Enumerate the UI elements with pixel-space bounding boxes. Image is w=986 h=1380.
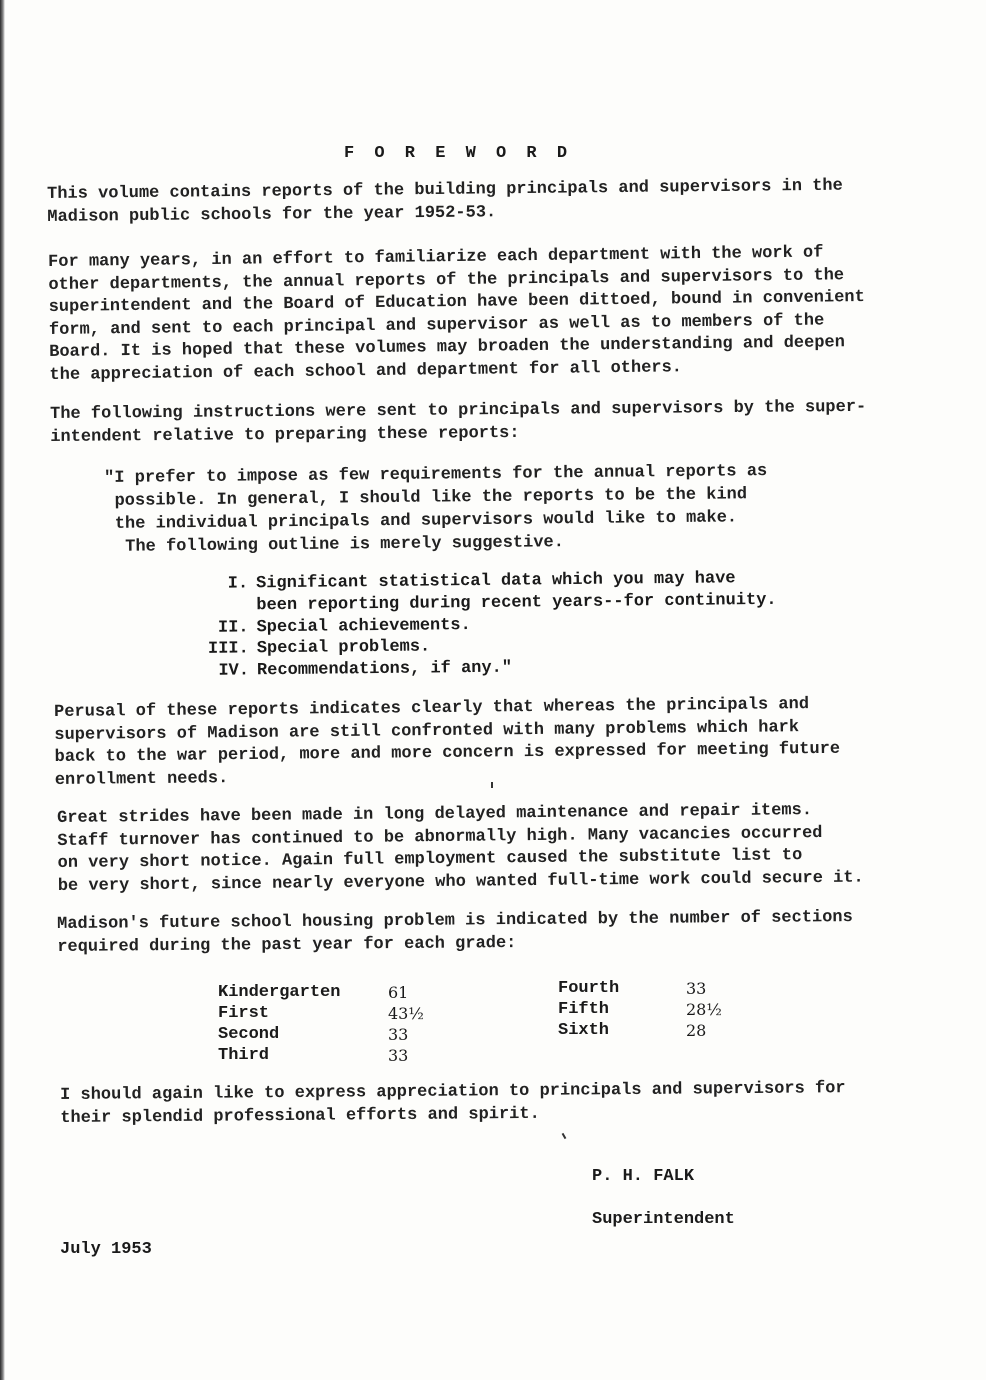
outline-text: Special problems. xyxy=(256,637,431,659)
grade-row xyxy=(558,999,818,1020)
grade-sections: 33 xyxy=(388,1046,409,1065)
signature-name: P. H. FALK xyxy=(592,1167,695,1186)
signature-title: Superintendent xyxy=(592,1210,735,1229)
grade-column-left xyxy=(218,982,478,1066)
housing-paragraph: Madison's future school housing problem is indicated by the number of sections required during the past year for each grade: xyxy=(57,908,853,957)
grade-row xyxy=(218,1003,478,1024)
outline-text: Special achievements. xyxy=(256,615,471,637)
outline-text: Significant statistical data which you may have xyxy=(256,569,736,594)
grade-sections: 28 xyxy=(686,1021,707,1040)
grade-row xyxy=(218,1045,478,1066)
grade-column-right xyxy=(558,978,818,1041)
outline-number: I. xyxy=(227,574,249,594)
grade-row xyxy=(218,982,478,1003)
grade-name: Fourth xyxy=(558,979,620,998)
perusal-paragraph: Perusal of these reports indicates clearly that whereas the principals and supervisors of Madison are still confronted with many problems which hark back to the war period, more and more concern is expressed for meeting future enrollment needs. xyxy=(54,695,841,790)
scan-edge-shadow xyxy=(0,0,5,1380)
grade-sections: 43½ xyxy=(388,1004,424,1023)
grade-sections: 33 xyxy=(388,1025,409,1044)
grade-sections: 61 xyxy=(388,983,409,1002)
grade-row xyxy=(218,1024,478,1045)
grade-name: Sixth xyxy=(558,1021,610,1040)
grade-sections: 28½ xyxy=(686,1000,722,1019)
outline-text: been reporting during recent years--for continuity. xyxy=(256,590,777,616)
grade-name: Kindergarten xyxy=(218,983,341,1002)
outline-list xyxy=(190,568,777,683)
outline-number: IV. xyxy=(218,661,250,681)
outline-text: Recommendations, if any." xyxy=(256,658,513,681)
instructions-paragraph: The following instructions were sent to principals and supervisors by the super- intendent relative to preparing these reports: xyxy=(50,397,867,447)
stray-ink-mark xyxy=(562,1133,567,1139)
closing-paragraph: I should again like to express appreciation to principals and supervisors for their splendid professional efforts and spirit. xyxy=(60,1079,846,1128)
maintenance-paragraph: Great strides have been made in long delayed maintenance and repair items. Staff turnover has continued to be abnormally high. Many vacancies occurred on very short notice. Again full employment caused the substitute list to be very short, since nearly everyone who wanted full-time work could secure it. xyxy=(57,801,864,896)
grade-row xyxy=(558,978,818,999)
grade-row xyxy=(558,1020,818,1041)
outline-number: III. xyxy=(207,639,249,660)
intro-paragraph: This volume contains reports of the building principals and supervisors in the Madison public schools for the year 1952-53. xyxy=(47,176,843,227)
superintendent-quote: "I prefer to impose as few requirements for the annual reports as possible. In general, I should like the reports to be the kind the individual principals and supervisors would like to make. The following outline is merely suggestive. xyxy=(104,462,768,557)
grade-name: Fifth xyxy=(558,1000,610,1019)
grade-name: First xyxy=(218,1004,270,1023)
history-paragraph: For many years, in an effort to familiarize each department with the work of other departments, the annual reports of the principals and supervisors to the superintendent and the Board of Education have been dittoed, bound in convenient form, and sent to each principal and supervisor as well as to members of the Board. It is hoped that these volumes may broaden the understanding and deepen the appreciation of each school and department for all others. xyxy=(48,243,865,385)
outline-number: II. xyxy=(217,617,249,638)
grade-name: Second xyxy=(218,1025,280,1044)
document-date: July 1953 xyxy=(60,1240,152,1259)
outline-number xyxy=(190,595,248,617)
grade-sections: 33 xyxy=(686,979,707,998)
grade-name: Third xyxy=(218,1046,270,1065)
page-title: F O R E W O R D xyxy=(344,144,573,163)
stray-ink-mark xyxy=(491,782,493,788)
